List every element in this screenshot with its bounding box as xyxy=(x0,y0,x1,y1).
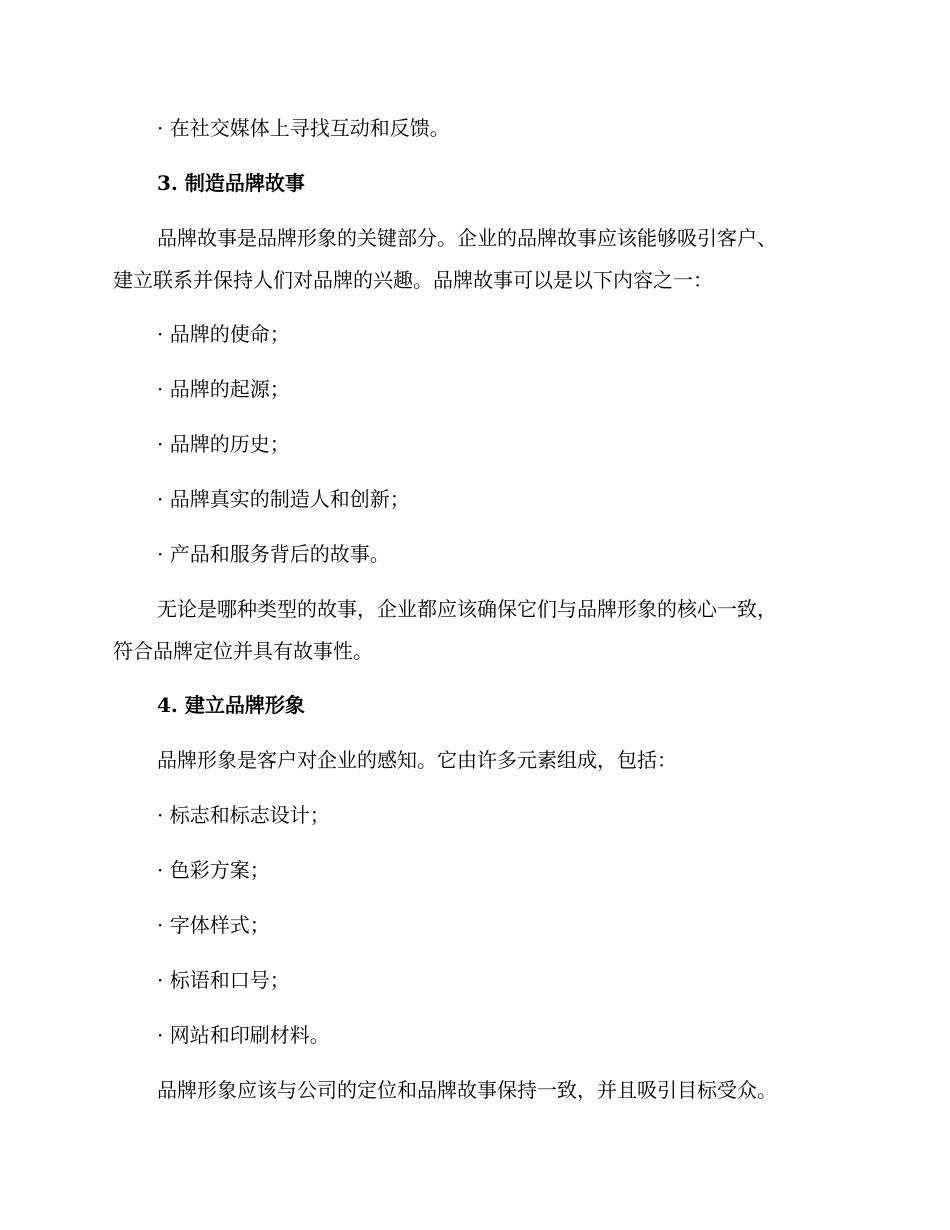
list-item: · 标志和标志设计； xyxy=(157,803,330,827)
paragraph-line: 品牌故事是品牌形象的关键部分。企业的品牌故事应该能够吸引客户、 xyxy=(157,226,777,250)
list-item: · 色彩方案； xyxy=(157,858,270,882)
list-item: · 品牌真实的制造人和创新； xyxy=(157,487,410,511)
list-item: · 品牌的历史； xyxy=(157,432,290,456)
list-item: · 产品和服务背后的故事。 xyxy=(157,542,390,566)
list-item: · 网站和印刷材料。 xyxy=(157,1023,330,1047)
list-item: · 品牌的起源； xyxy=(157,377,290,401)
list-item: · 字体样式； xyxy=(157,913,270,937)
paragraph-line: 符合品牌定位并具有故事性。 xyxy=(113,639,373,663)
paragraph-line: 品牌形象是客户对企业的感知。它由许多元素组成，包括： xyxy=(157,748,677,772)
section-heading: 4. 建立品牌形象 xyxy=(157,693,305,717)
list-item: · 标语和口号； xyxy=(157,968,290,992)
paragraph-line: 品牌形象应该与公司的定位和品牌故事保持一致，并且吸引目标受众。 xyxy=(157,1078,777,1102)
list-item: · 在社交媒体上寻找互动和反馈。 xyxy=(157,116,450,140)
list-item: · 品牌的使命； xyxy=(157,322,290,346)
paragraph-line: 无论是哪种类型的故事，企业都应该确保它们与品牌形象的核心一致， xyxy=(157,597,777,621)
paragraph-line: 建立联系并保持人们对品牌的兴趣。品牌故事可以是以下内容之一： xyxy=(113,268,713,292)
section-heading: 3. 制造品牌故事 xyxy=(157,171,305,195)
